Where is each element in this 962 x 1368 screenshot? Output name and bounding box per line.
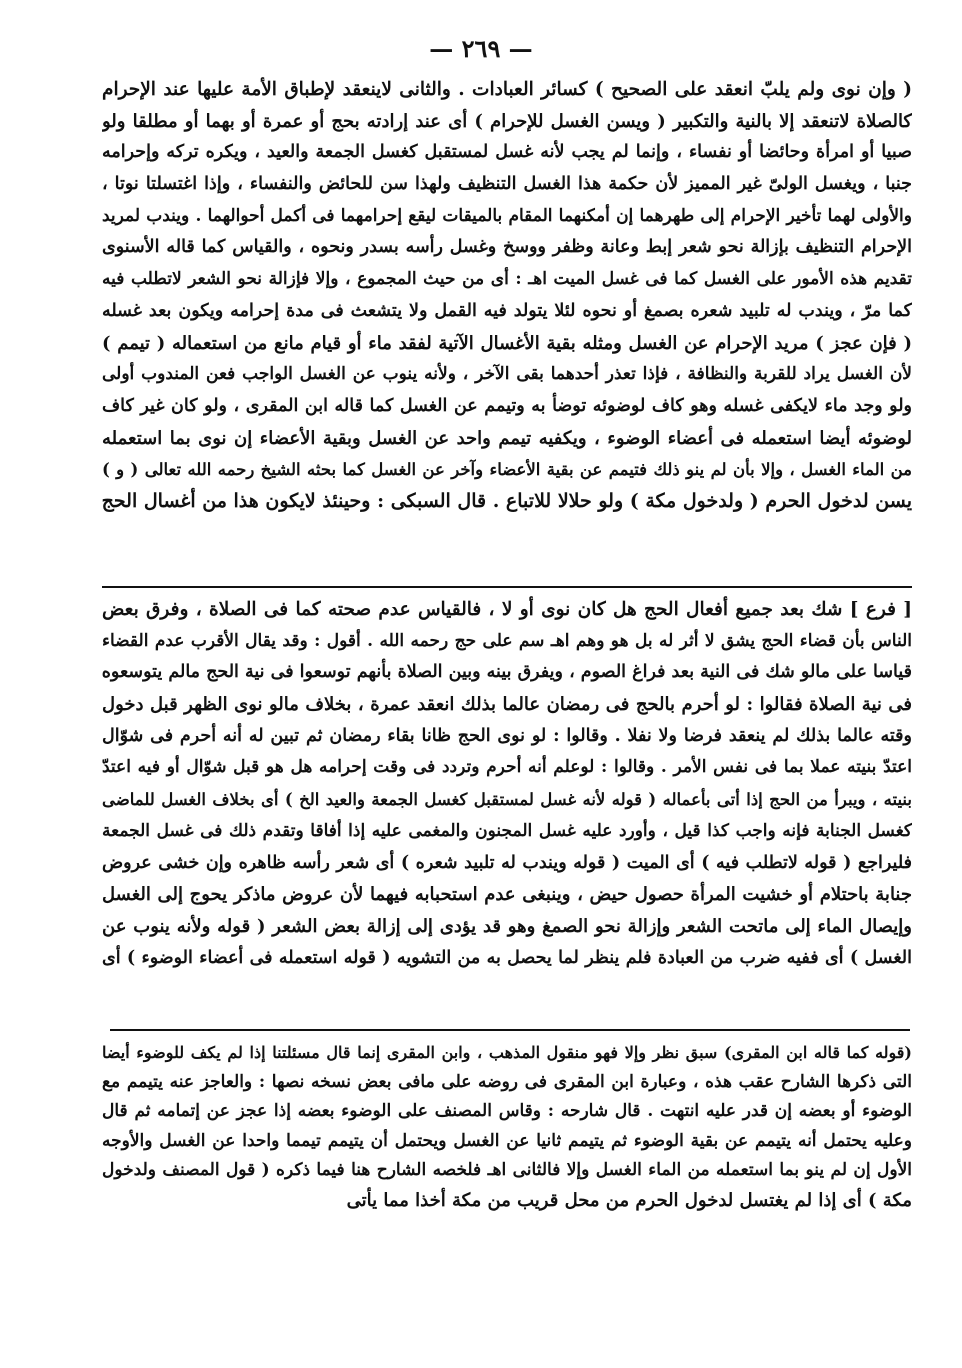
commentary-line: بنيته ، ويبرأ من الحج إذا أتى بأعماله ( قوله لأنه غسل لمستقبل كغسل الجمعة والعيد الخ ) أى بخلاف الغسل للماضى	[102, 790, 912, 810]
footnote-rule	[110, 1029, 910, 1031]
divider-rule	[102, 586, 912, 588]
main-text-line: الإحرام التنظيف بإزالة نحو شعر إبط وعانة وظفر ووسخ وغسل رأسه بسدر ونحوه ، والقياس كما قاله الأسنوى	[102, 237, 912, 258]
main-text-line: ( فإن عجز ) مريد الإحرام عن الغسل ومثله بقية الأغسال الآتية لفقد ماء أو قيام مانع من استعماله ( تيمم )	[102, 332, 912, 354]
main-text-line: لوضوئه أيضا استعمله فى أعضاء الوضوء ، ويكفيه تيمم واحد عن الغسل وبقية الأعضاء إن نوى بما استعمله	[102, 427, 912, 449]
main-text-line: لأن الغسل يراد للقربة والنظافة ، فإذا تعذر أحدهما بقى الآخر ، ولأنه ينوب عن الغسل الواجب فعن المندوب أولى	[102, 364, 912, 385]
commentary-line: [ فرع ] شك بعد جميع أفعال الحج هل كان نوى أو لا ، فالقياس عدم صحته كما فى الصلاة ، وفرق بعض	[102, 599, 912, 620]
note-line: التى ذكرها الشارح عقب هذه ، وعبارة ابن المقرى فى روضه على مافى بعض نسخه نصها : والعاجز عنه يتيمم مع	[102, 1071, 912, 1092]
main-text-line: كالصلاة لاتنعقد إلا بالنية والتكبير ( ويسن الغسل للإحرام ) أى عند إرادته بحج أو عمرة أو بهما أو مطلقا ولو	[102, 110, 912, 132]
commentary-line: الناس بأن قضاء الحج يشق لا أثر له بل هو وهم اهـ سم على حج رحمه الله . أقول : وقد يقال الأقرب عدم القضاء	[102, 630, 912, 651]
commentary-line: وإيصال الماء إلى ماتحت الشعر وإزالة نحو الصمغ وهو قد يؤدى إلى إزالة بعض الشعر ( قوله ولأنه ينوب عن	[102, 915, 912, 937]
commentary-line: وقته عالما بذلك لم ينعقد فرضا ولا نفلا . وقالوا : لو نوى الحج ظانا بقاء رمضان ثم تبين له أنه أحرم فى شوّال	[102, 725, 912, 746]
note-line: الأول إن لم ينو بما استعمله من الماء الغسل وإلا فالثانى اهـ فلخصه الشارح هنا فيما ذكره ( قول المصنف ولدخول	[102, 1160, 912, 1181]
commentary-line: فليراجع ( قوله لاتطلب فيه ) أى الميت ( قوله ويندب له تلبيد شعره ) أى شعر رأسه ظاهره وإن خشى عروض	[102, 852, 912, 873]
commentary-line: الغسل ) أى ففيه ضرب من العبادة فلم ينظر لما يحصل به من التشويه ( قوله استعمله فى أعضاء الوضوء ) أى	[102, 947, 912, 968]
main-text	[102, 74, 912, 518]
main-text-line: والأولى لهما تأخير الإحرام إلى طهرهما إن أمكنهما المقام بالميقات ليقع إحرامهما فى أكمل أحوالهما . ويندب لمريد	[102, 205, 912, 226]
marginal-notes	[102, 1038, 912, 1216]
commentary-line: قياسا على مالو شك فى النية بعد فراغ الصوم ، ويفرق بينه وبين الصلاة بأنهم توسعوا فى نية الحج مالم يتوسعوه	[102, 662, 912, 683]
main-text-line: يسن لدخول الحرم ( ولدخول مكة ) ولو حلالا للاتباع . قال السبكى : وحينئذ لايكون هذا من أغسال الحج	[102, 489, 912, 512]
note-line: الوضوء أو بعضه إن قدر عليه انتهت . قال شارحه : وقاس المصنف على الوضوء بعضه إذا عجز عن إتمامه ثم قال	[102, 1101, 912, 1122]
main-text-line: ولو وجد ماء لايكفى غسله وهو كاف لوضوئه توضأ به وتيمم عن الغسل كما قاله ابن المقرى ، ولو كان غير كاف	[102, 395, 912, 416]
main-text-line: صبيا أو امرأة وحائضا أو نفساء ، وإنما لم يجب لأنه غسل لمستقبل كغسل الجمعة والعيد ، ويكره تركه وإحرامه	[102, 142, 912, 163]
main-text-line: ( وإن نوى ولم يلبّ انعقد على الصحيح ) كسائر العبادات . والثانى لاينعقد لإطباق الأمة عليها عند الإحرام	[102, 79, 912, 100]
main-text-line: كما مرّ ، ويندب له تلبيد شعره بصمغ أو نحوه لئلا يتولد فيه القمل ولا يتشعث فى مدة إحرامه ويكون بعد غسله	[102, 300, 912, 321]
commentary-line: جنابة باحتلام أو خشيت المرأة حصول حيض ، وينبغى عدم استحبابه فيهما لأن عروض ماذكر يحوج إلى الغسل	[102, 884, 912, 906]
page-number: — ٢٦٩ —	[429, 34, 533, 63]
main-text-line: تقديم هذه الأمور على الغسل كما فى غسل الميت اهـ : أى من حيث المجموع ، وإلا فإزالة نحو الشعر لاتطلب فيه	[102, 269, 912, 290]
note-line: (قوله كما قاله ابن المقرى) سبق نظر وإلا فهو منقول المذهب ، وابن المقرى إنما قال مسئلتنا إذا لم يكف للوضوء أيضا	[102, 1043, 912, 1062]
commentary-text	[102, 594, 912, 974]
note-line: مكة ) أى إذا لم يغتسل لدخول الحرم من محل قريب من مكة أخذا مما يأتى	[346, 1189, 912, 1211]
main-text-line: من الماء الغسل ، وإلا بأن لم ينو ذلك فتيمم عن بقية الأعضاء وآخر عن الغسل كما بحثه الشيخ رحمه الله تعالى ( و )	[102, 460, 912, 480]
note-line: وعليه يحتمل أنه يتيمم عن بقية الوضوء ثم يتيمم ثانيا عن الغسل ويحتمل أن يتيمم تيمما واحدا عن الغسل والأوجه	[102, 1130, 912, 1151]
commentary-line: اعتدّ بنيته عملا بما فى نفس الأمر . وقالوا : لوعلم أنه أحرم وتردد فى وقت إحرامه هل هو قبل شوّال أو فيه اعتدّ	[102, 757, 912, 778]
commentary-line: كغسل الجنابة فإنه واجب كذا قيل ، وأورد عليه غسل المجنون والمغمى عليه إذا أفاقا وتقدم ذلك فى غسل الجمعة	[102, 820, 912, 841]
commentary-line: فى نية الصلاة فقالوا : لو أحرم بالحج فى رمضان عالما بذلك انعقد عمرة ، بخلاف مالو نوى الظهر قبل دخول	[102, 694, 912, 716]
main-text-line: جنبا ، ويغسل الولىّ غير المميز لأن حكمة هذا الغسل التنظيف ولهذا سن للحائض والنفساء ، وإذا اغتسلتا نوتا ،	[102, 174, 912, 195]
